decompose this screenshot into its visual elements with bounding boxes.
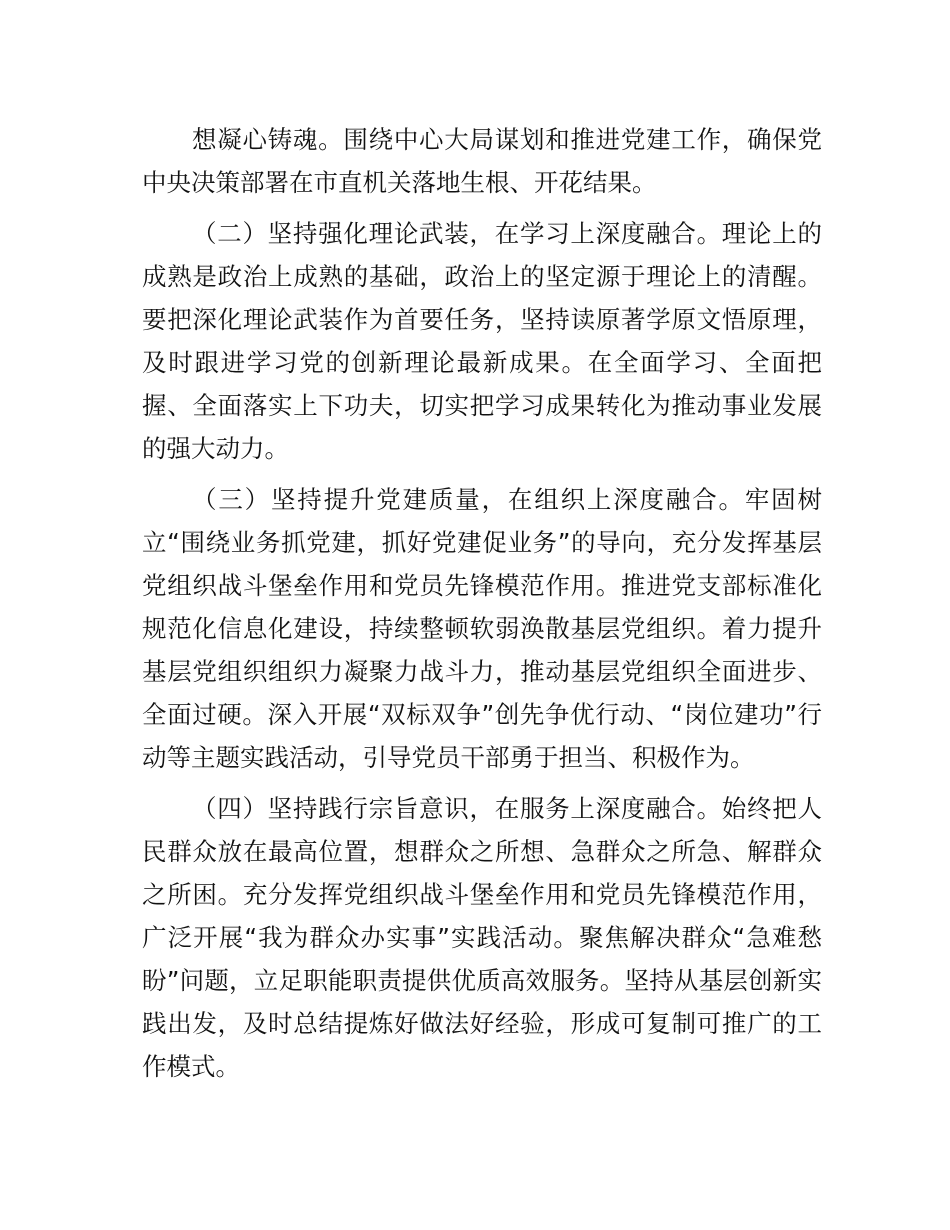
paragraph-continuation: 想凝心铸魂。围绕中心大局谋划和推进党建工作，确保党中央决策部署在市直机关落地生根、开花结果。	[142, 125, 822, 197]
paragraph-section-3: （三）坚持提升党建质量，在组织上深度融合。牢固树立“围绕业务抓党建，抓好党建促业务”的导向，充分发挥基层党组织战斗堡垒作用和党员先锋模范作用。推进党支部标准化规范化信息化建设，持续整顿软弱涣散基层党组织。着力提升基层党组织组织力凝聚力战斗力，推动基层党组织全面进步、全面过硬。深入开展“双标双争”创先争优行动、“岗位建功”行动等主题实践活动，引导党员干部勇于担当、积极作为。	[142, 485, 822, 772]
paragraph-section-4: （四）坚持践行宗旨意识，在服务上深度融合。始终把人民群众放在最高位置，想群众之所想、急群众之所急、解群众之所困。充分发挥党组织战斗堡垒作用和党员先锋模范作用，广泛开展“我为群众办实事”实践活动。聚焦解决群众“急难愁盼”问题，立足职能职责提供优质高效服务。坚持从基层创新实践出发，及时总结提炼好做法好经验，形成可复制可推广的工作模式。	[142, 794, 822, 1081]
document-body	[142, 118, 822, 1096]
paragraph-section-2: （二）坚持强化理论武装，在学习上深度融合。理论上的成熟是政治上成熟的基础，政治上的坚定源于理论上的清醒。要把深化理论武装作为首要任务，坚持读原著学原文悟原理，及时跟进学习党的创新理论最新成果。在全面学习、全面把握、全面落实上下功夫，切实把学习成果转化为推动事业发展的强大动力。	[142, 219, 822, 463]
